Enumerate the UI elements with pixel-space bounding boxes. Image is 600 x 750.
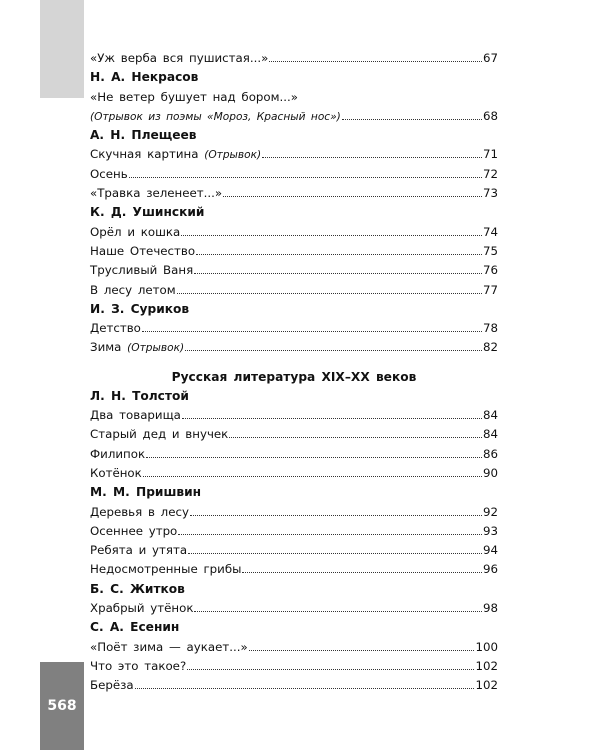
toc-entry: [90, 184, 498, 203]
toc-entry-page: 90: [482, 465, 498, 480]
dot-leader: [185, 349, 482, 351]
toc-entry: [90, 261, 498, 280]
dot-leader: [182, 417, 482, 419]
dot-leader: [188, 552, 482, 554]
dot-leader: [342, 118, 482, 120]
toc-entry-title: Деревья в лесу: [90, 504, 189, 519]
toc-entry: [90, 406, 498, 425]
toc-entry: [90, 281, 498, 300]
toc-entry-note: (Отрывок): [204, 149, 262, 162]
dot-leader: [194, 272, 482, 274]
toc-entry-title: Детство: [90, 321, 141, 336]
dot-leader: [249, 649, 475, 651]
toc-entry: [90, 319, 498, 338]
toc-entry-page: 100: [475, 639, 498, 654]
toc-entry-title: «Уж верба вся пушистая...»: [90, 51, 269, 65]
toc-entry-title: В лесу летом: [90, 282, 176, 297]
toc-entry-title: «Травка зеленеет...»: [90, 186, 223, 201]
toc-entry-page: 73: [482, 186, 498, 201]
toc-entry-title: Котёнок: [90, 465, 142, 480]
toc-author: И. З. Суриков: [90, 301, 190, 316]
dot-leader: [229, 436, 482, 438]
toc-entry-title: Недосмотренные грибы: [90, 562, 242, 577]
toc-entry: [90, 657, 498, 676]
dot-leader: [146, 456, 482, 458]
toc-entry: [90, 145, 498, 164]
toc-entry-page: 75: [482, 243, 498, 258]
dot-leader: [135, 687, 475, 689]
toc-entry-title: Филипок: [90, 446, 146, 461]
page-tab-top: [40, 0, 84, 98]
dot-leader: [181, 234, 482, 236]
dot-leader: [142, 330, 482, 332]
dot-leader: [223, 195, 482, 197]
toc-entry-page: 92: [482, 504, 498, 519]
toc-entry-page: 67: [482, 51, 498, 65]
toc-entry-page: 72: [482, 166, 498, 181]
toc-author: М. М. Пришвин: [90, 485, 202, 500]
toc-section-heading: Русская литература XIX–XX веков: [171, 369, 417, 384]
toc-entry-page: 93: [482, 523, 498, 538]
toc-entry-title: Что это такое?: [90, 658, 187, 673]
toc-entry: [90, 107, 498, 126]
toc-entry: [90, 223, 498, 242]
toc-author: К. Д. Ушинский: [90, 205, 205, 220]
toc-entry-page: 74: [482, 224, 498, 239]
toc-entry: [90, 560, 498, 579]
toc-entry-title: Старый дед и внучек: [90, 427, 229, 442]
toc-entry-page: 94: [482, 543, 498, 558]
toc-entry-page: 84: [482, 408, 498, 423]
toc-entry: [90, 165, 498, 184]
toc-entry-page: 71: [482, 147, 498, 162]
dot-leader: [129, 176, 482, 178]
toc-entry: [90, 599, 498, 618]
toc-entry-title: (Отрывок из поэмы «Мороз, Красный нос»): [90, 110, 341, 123]
toc-entry-title: Берёза: [90, 678, 134, 693]
toc-author: А. Н. Плещеев: [90, 128, 197, 143]
dot-leader: [269, 60, 482, 62]
toc-entry-page: 102: [475, 678, 498, 693]
toc-entry-title: «Не ветер бушует над бором...»: [90, 89, 298, 104]
toc-entry: [90, 425, 498, 444]
dot-leader: [143, 475, 482, 477]
toc-entry-page: 96: [482, 562, 498, 577]
toc-entry-title: Осеннее утро: [90, 523, 178, 538]
toc-entry: [90, 541, 498, 560]
toc-entry: [90, 522, 498, 541]
toc-entry-title: Скучная картина (Отрывок): [90, 147, 262, 162]
toc-entry-page: 86: [482, 446, 498, 461]
toc-entry-page: 77: [482, 282, 498, 297]
toc-entry-title: Храбрый утёнок: [90, 601, 194, 616]
toc-author: Л. Н. Толстой: [90, 388, 189, 403]
toc-entry-title: Зима (Отрывок): [90, 340, 185, 355]
toc-entry-title: Осень: [90, 166, 128, 181]
toc-entry-title: Орёл и кошка: [90, 224, 181, 239]
toc-entry-title: Два товарища: [90, 408, 181, 423]
toc-entry-page: 82: [482, 340, 498, 355]
toc-entry-page: 76: [482, 263, 498, 278]
toc-entry: [90, 676, 498, 695]
toc-entry-page: 84: [482, 427, 498, 442]
toc-entry-page: 78: [482, 321, 498, 336]
dot-leader: [190, 514, 482, 516]
dot-leader: [187, 668, 474, 670]
dot-leader: [242, 571, 482, 573]
toc-entry: [90, 638, 498, 657]
toc-entry-title: Трусливый Ваня: [90, 263, 194, 278]
toc-entry: [90, 338, 498, 357]
toc-author: Б. С. Житков: [90, 581, 185, 596]
toc-entry: [90, 242, 498, 261]
dot-leader: [178, 533, 482, 535]
toc-entry: [90, 503, 498, 522]
toc-entry: [90, 464, 498, 483]
table-of-contents: [90, 49, 498, 696]
toc-entry-page: 68: [482, 108, 498, 123]
toc-entry: [90, 49, 498, 68]
toc-author: Н. А. Некрасов: [90, 70, 199, 85]
dot-leader: [196, 253, 482, 255]
toc-author: С. А. Есенин: [90, 620, 180, 635]
dot-leader: [262, 156, 482, 158]
toc-entry-title: Ребята и утята: [90, 543, 188, 558]
toc-entry-note: (Отрывок): [127, 342, 185, 355]
dot-leader: [177, 292, 482, 294]
toc-entry-page: 98: [482, 601, 498, 616]
toc-entry-page: 102: [475, 658, 498, 673]
page-number: 568: [47, 698, 77, 714]
toc-entry-title: «Поёт зима — аукает...»: [90, 639, 248, 654]
dot-leader: [194, 610, 482, 612]
toc-entry: [90, 445, 498, 464]
toc-entry-title: Наше Отечество: [90, 243, 196, 258]
